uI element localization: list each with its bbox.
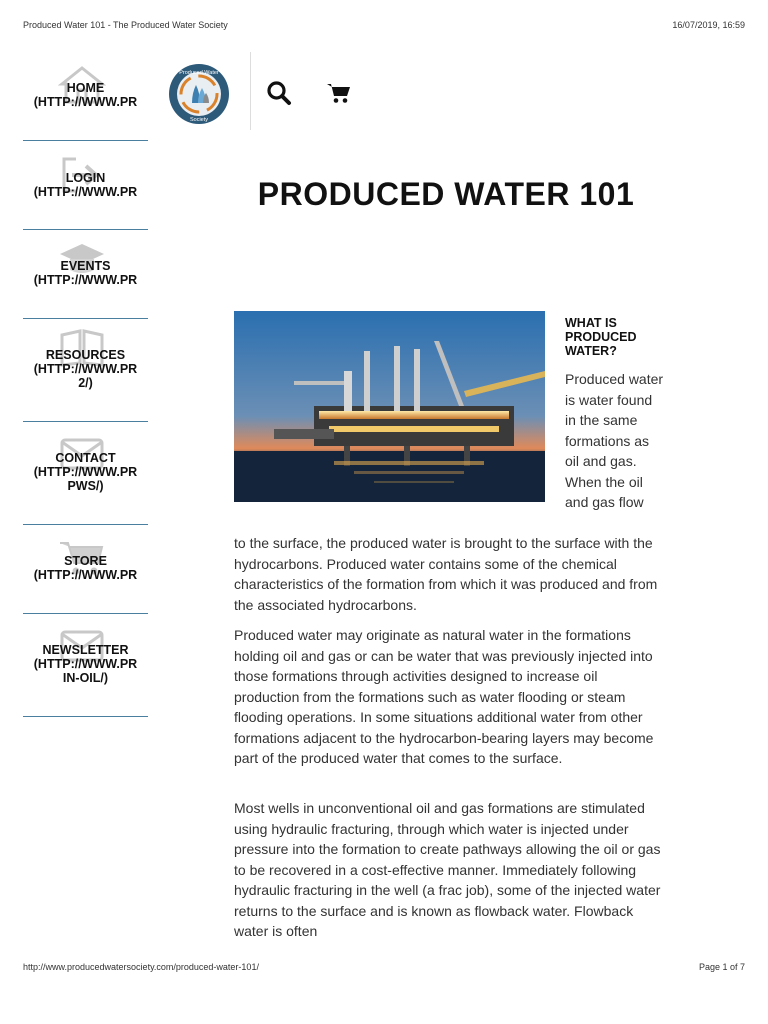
sidebar-item-newsletter[interactable] — [23, 614, 148, 717]
paragraph-1: to the surface, the produced water is brought to the surface with the hydrocarbons. Produced water contains some of the chemical characteristics of the formation from which it was produced and from the associated hydrocarbons. — [234, 535, 658, 613]
cart-icon[interactable] — [326, 82, 352, 104]
paragraph-3: Most wells in unconventional oil and gas formations are stimulated using hydraulic fracturing, through which water is injected under pressure into the formation to create pathways allowing the oil or gas to be recovered in a cost-effective manner. Immediately following hydraulic fracturing in the well (a frac job), some of the injected water returns to the surface and is known as flowback water. Flowback water is often — [234, 800, 661, 939]
sidebar-item-label: NEWSLETTER (HTTP://WWW.PR IN-OIL/) — [33, 643, 138, 685]
sidebar-item-store[interactable] — [23, 525, 148, 614]
print-page-number: Page 1 of 7 — [698, 962, 745, 972]
paragraph-2: Produced water may originate as natural water in the formations holding oil and gas or can be water that was previously injected into those formations through activities designed to increase oil production from the formations such as water flooding or steam flooding operations. In some situations additional water from other formations adjacent to the hydrocarbon-bearing layers may become part of the produced water that comes to the surface. — [234, 627, 654, 766]
page-title: PRODUCED WATER 101 — [257, 176, 635, 212]
logo-text-bottom: Society — [189, 117, 209, 123]
sidebar-item-label: STORE (HTTP://WWW.PR — [33, 554, 138, 582]
sidebar-item-resources[interactable] — [23, 319, 148, 422]
logo-text-top: Produced Water — [179, 70, 219, 76]
header-divider — [250, 52, 251, 130]
sidebar-item-contact[interactable] — [23, 422, 148, 525]
print-page-title: Produced Water 101 - The Produced Water Society — [23, 20, 228, 30]
sidebar-item-label: LOGIN (HTTP://WWW.PR — [33, 171, 138, 199]
sidebar-item-label: HOME (HTTP://WWW.PR — [33, 81, 138, 109]
sidebar-item-login[interactable] — [23, 141, 148, 230]
sidebar-item-home[interactable] — [23, 52, 148, 141]
sidebar-item-label: EVENTS (HTTP://WWW.PR — [33, 259, 138, 287]
site-logo[interactable] — [168, 63, 230, 125]
sidebar-nav — [23, 52, 148, 717]
print-datetime: 16/07/2019, 16:59 — [672, 20, 745, 30]
sidebar-item-label: RESOURCES (HTTP://WWW.PR 2/) — [33, 348, 138, 390]
print-url: http://www.producedwatersociety.com/produced-water-101/ — [23, 962, 259, 972]
sidebar-item-label: CONTACT (HTTP://WWW.PR PWS/) — [33, 451, 138, 493]
offshore-platform-image — [234, 311, 545, 502]
sidebar-item-events[interactable] — [23, 230, 148, 319]
search-icon[interactable] — [266, 80, 292, 106]
intro-text: Produced water is water found in the same formations as oil and gas. When the oil and gas flow — [565, 371, 664, 510]
section-heading: WHAT IS PRODUCED WATER? — [565, 316, 637, 358]
